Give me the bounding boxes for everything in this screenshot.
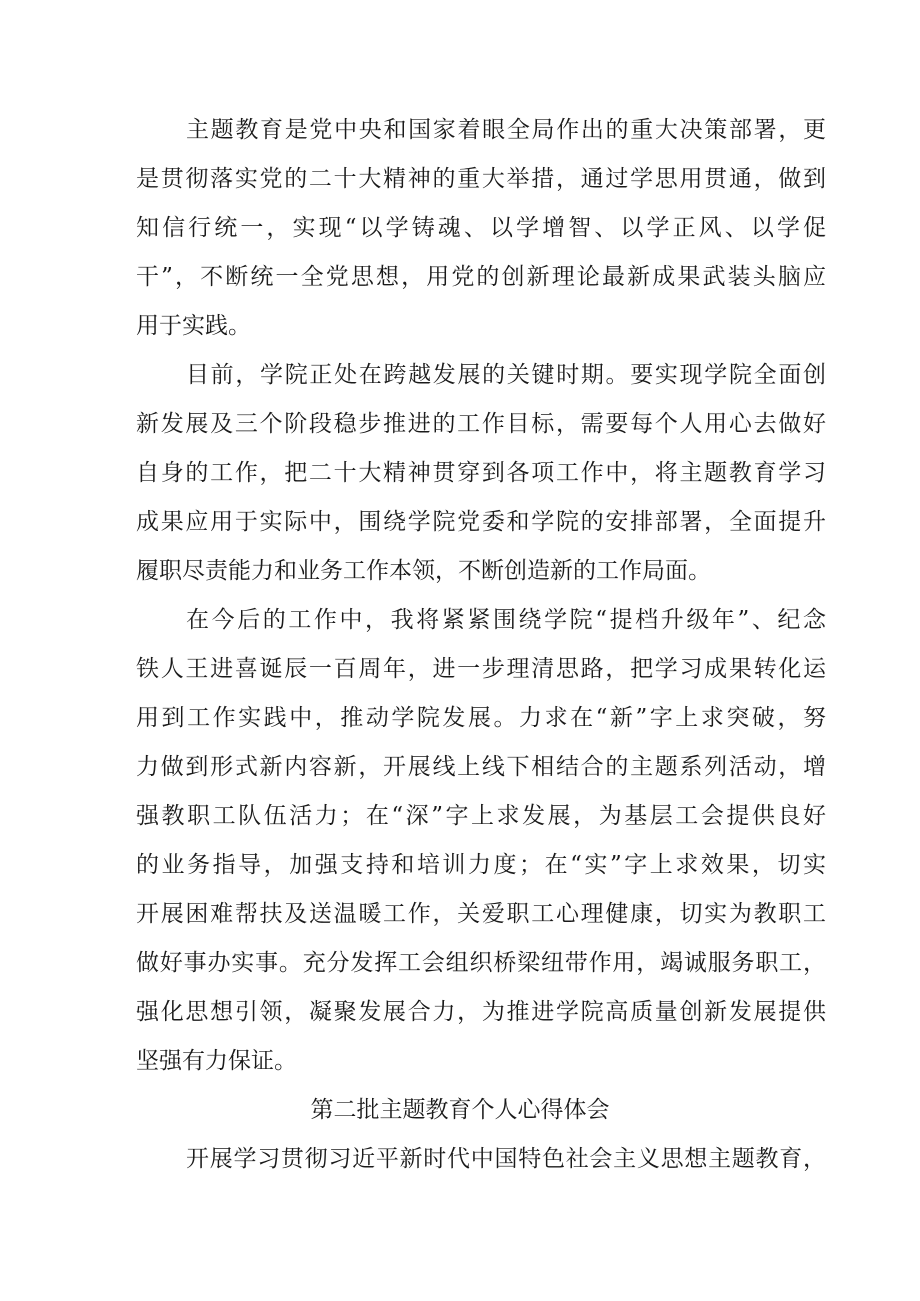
paragraph-3-line-4: 力做到形式新内容新，开展线上线下相结合的主题系列活动，增 xyxy=(136,754,826,780)
paragraph-3-line-7: 开展困难帮扶及送温暖工作，关爱职工心理健康，切实为教职工 xyxy=(136,901,826,927)
paragraph-1-line-4: 干”，不断统一全党思想，用党的创新理论最新成果武装头脑应 xyxy=(136,264,826,290)
paragraph-2-line-1: 目前，学院正处在跨越发展的关键时期。要实现学院全面创 xyxy=(186,362,826,388)
paragraph-3-line-5: 强教职工队伍活力；在“深”字上求发展，为基层工会提供良好 xyxy=(136,803,826,829)
paragraph-3-line-10: 坚强有力保证。 xyxy=(136,1048,297,1074)
paragraph-3-line-8: 做好事办实事。充分发挥工会组织桥梁纽带作用，竭诚服务职工， xyxy=(136,950,826,976)
paragraph-1-line-3: 知信行统一，实现“以学铸魂、以学增智、以学正风、以学促 xyxy=(136,215,826,241)
paragraph-2-line-3: 自身的工作，把二十大精神贯穿到各项工作中，将主题教育学习 xyxy=(136,460,826,486)
paragraph-2-line-2: 新发展及三个阶段稳步推进的工作目标，需要每个人用心去做好 xyxy=(136,411,826,437)
paragraph-3-line-6: 的业务指导，加强支持和培训力度；在“实”字上求效果，切实 xyxy=(136,852,826,878)
paragraph-1-line-1: 主题教育是党中央和国家着眼全局作出的重大决策部署，更 xyxy=(186,117,826,143)
paragraph-3-line-3: 用到工作实践中，推动学院发展。力求在“新”字上求突破，努 xyxy=(136,705,826,731)
paragraph-3-line-9: 强化思想引领，凝聚发展合力，为推进学院高质量创新发展提供 xyxy=(136,999,826,1025)
paragraph-2-line-5: 履职尽责能力和业务工作本领，不断创造新的工作局面。 xyxy=(136,558,711,584)
paragraph-3-line-2: 铁人王进喜诞辰一百周年，进一步理清思路，把学习成果转化运 xyxy=(136,656,826,682)
paragraph-2-line-4: 成果应用于实际中，围绕学院党委和学院的安排部署，全面提升 xyxy=(136,509,826,535)
paragraph-1-line-2: 是贯彻落实党的二十大精神的重大举措，通过学思用贯通，做到 xyxy=(136,166,826,192)
paragraph-4-line-1: 开展学习贯彻习近平新时代中国特色社会主义思想主题教育， xyxy=(186,1146,826,1172)
section-heading: 第二批主题教育个人心得体会 xyxy=(310,1097,610,1123)
paragraph-1-line-5: 用于实践。 xyxy=(136,313,251,339)
paragraph-3-line-1: 在今后的工作中，我将紧紧围绕学院“提档升级年”、纪念 xyxy=(186,607,826,633)
